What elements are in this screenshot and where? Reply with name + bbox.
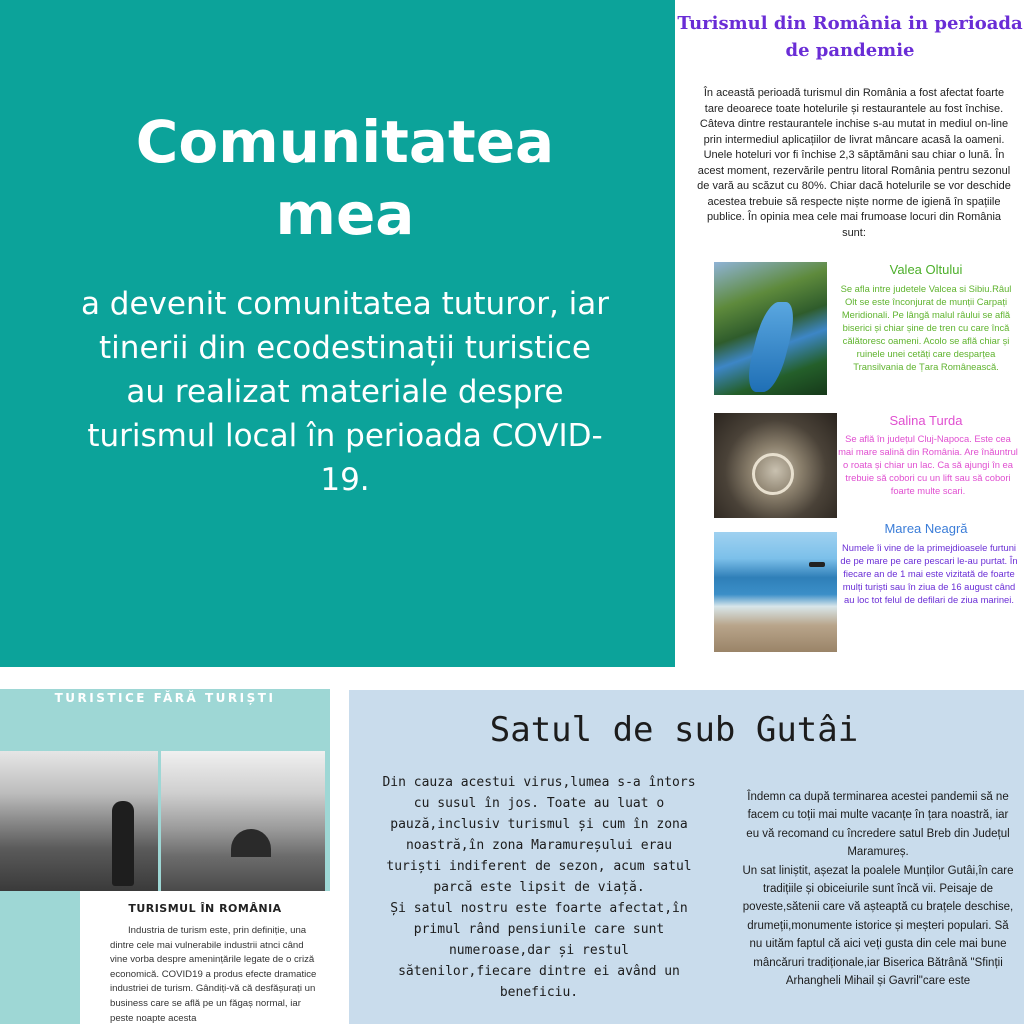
paragraph: Îndemn ca după terminarea acestei pandemii să ne facem cu toții mai multe vacanțe în țara noastră, iar eu vă recomand cu încredere satul Breb din Județul Maramureș. bbox=[746, 791, 1010, 859]
valea-oltului-photo bbox=[714, 262, 827, 395]
article-column-right bbox=[742, 788, 1014, 990]
article-title: Turismul din România in perioada de pandemie bbox=[677, 13, 1023, 61]
place-text-salina-turda: Se află în județul Cluj-Napoca. Este cea mai mare salină din România. Are înăuntrul o roata și chiar un lac. Ca să ajungi în ea trebuie să cobori cu un lift sau să cobori foarte multe scari. bbox=[838, 433, 1018, 496]
article-subheading: TURISMUL ÎN ROMÂNIA bbox=[128, 902, 282, 915]
paragraph: Din cauza acestui virus,lumea s-a întors cu susul în jos. Toate au luat o pauză,inclusiv turismul și cum în zona noastră,în zona Maramureșului erau turiști indiferent de sezon, acum satul parcă este lipsit de viață. bbox=[382, 775, 696, 895]
salina-turda-photo bbox=[714, 413, 837, 518]
place-name-valea-oltului: Valea Oltului bbox=[889, 262, 963, 277]
paragraph: Un sat liniștit, așezat la poalele Munților Gutâi,în care tradițiile și obiceiurile sunt încă vii. Peisaje de poveste,sătenii care vă așteaptă cu brațele deschise, drumeții,monumente istorice și meșteri populari. Să nu uităm faptul că aici veți gusta din cele mai bune mâncăruri tradiționale,iar Biserica Bătrână "Sfinții Arhangheli Mihail și Gavril"care este bbox=[742, 864, 1014, 988]
article-pandemic-tourism bbox=[676, 0, 1024, 667]
sea-cliffs-photo bbox=[161, 751, 325, 891]
article-tourism-without-tourists bbox=[0, 689, 330, 1024]
place-name-salina-turda: Salina Turda bbox=[889, 413, 963, 428]
article-column-left bbox=[379, 772, 699, 1003]
marea-neagra-photo bbox=[714, 532, 837, 652]
article-intro: În această perioadă turismul din România a fost afectat foarte tare deoarece toate hotelurile și restaurantele au fost închise. Câteva dintre restaurantele inchise s-au mutat in mediul on-line prin intermediul aplicațiilor de livrat mâncare acasă la oameni. Unele hoteluri vor fi închise 2,3 săptămâni sau chiar o lună. În acest moment, rezervările pentru litoral România pentru sezonul de vară au scăzut cu 80%. Chiar dacă hotelurile se vor deschide acestea trebuie să respecte niște norme de igienă în spațiile publice. În opinia mea cele mai frumoase locuri din România sunt: bbox=[697, 87, 1011, 239]
article-village-gutai bbox=[349, 690, 1024, 1024]
place-name-marea-neagra: Marea Neagră bbox=[884, 521, 968, 536]
place-text-marea-neagra: Numele îi vine de la primejdioasele furtuni de pe mare pe care pescari le-au purtat. În fiecare an de 1 mai este vizitată de foarte mulți turiști sau în ziua de 16 august când au loc tot felul de defilari de ziua marinei. bbox=[840, 542, 1018, 605]
article-body: Industria de turism este, prin definiție, una dintre cele mai vulnerabile industrii atnci când vine vorba despre amenințările legate de o criză economică. COVID19 a produs efecte dramatice industriei de turism. Gândiți-vă că desfășurați un business care se află pe un făgaș normal, iar peste noapte acesta bbox=[110, 925, 317, 1024]
panel-description: a devenit comunitatea tuturor, iar tinerii din ecodestinații turistice au realizat materiale despre turismul local în perioada COVID-19. bbox=[80, 286, 610, 498]
panel-title: Comunitatea mea bbox=[135, 108, 555, 248]
place-text-valea-oltului: Se afla intre judetele Valcea si Sibiu.Râul Olt se este înconjurat de munții Carpați Meridionali. Pe lângă malul râului se află biserici și chiar șine de tren cu care încă călătoresc oameni. Acolo se află chiar și ruinele unei cetăți care desparțea Transilvania de Țara Românească. bbox=[840, 283, 1012, 372]
hiker-mountain-photo bbox=[0, 751, 158, 891]
article-title: Satul de sub Gutâi bbox=[489, 710, 859, 750]
paragraph: Și satul nostru este foarte afectat,în primul rând pensiunile care sunt numeroase,dar și restul sătenilor,fiecare dintre ei având un beneficiu. bbox=[390, 901, 688, 1000]
intro-panel bbox=[0, 0, 675, 667]
article-banner: TURISTICE FĂRĂ TURIȘTI bbox=[54, 691, 276, 705]
